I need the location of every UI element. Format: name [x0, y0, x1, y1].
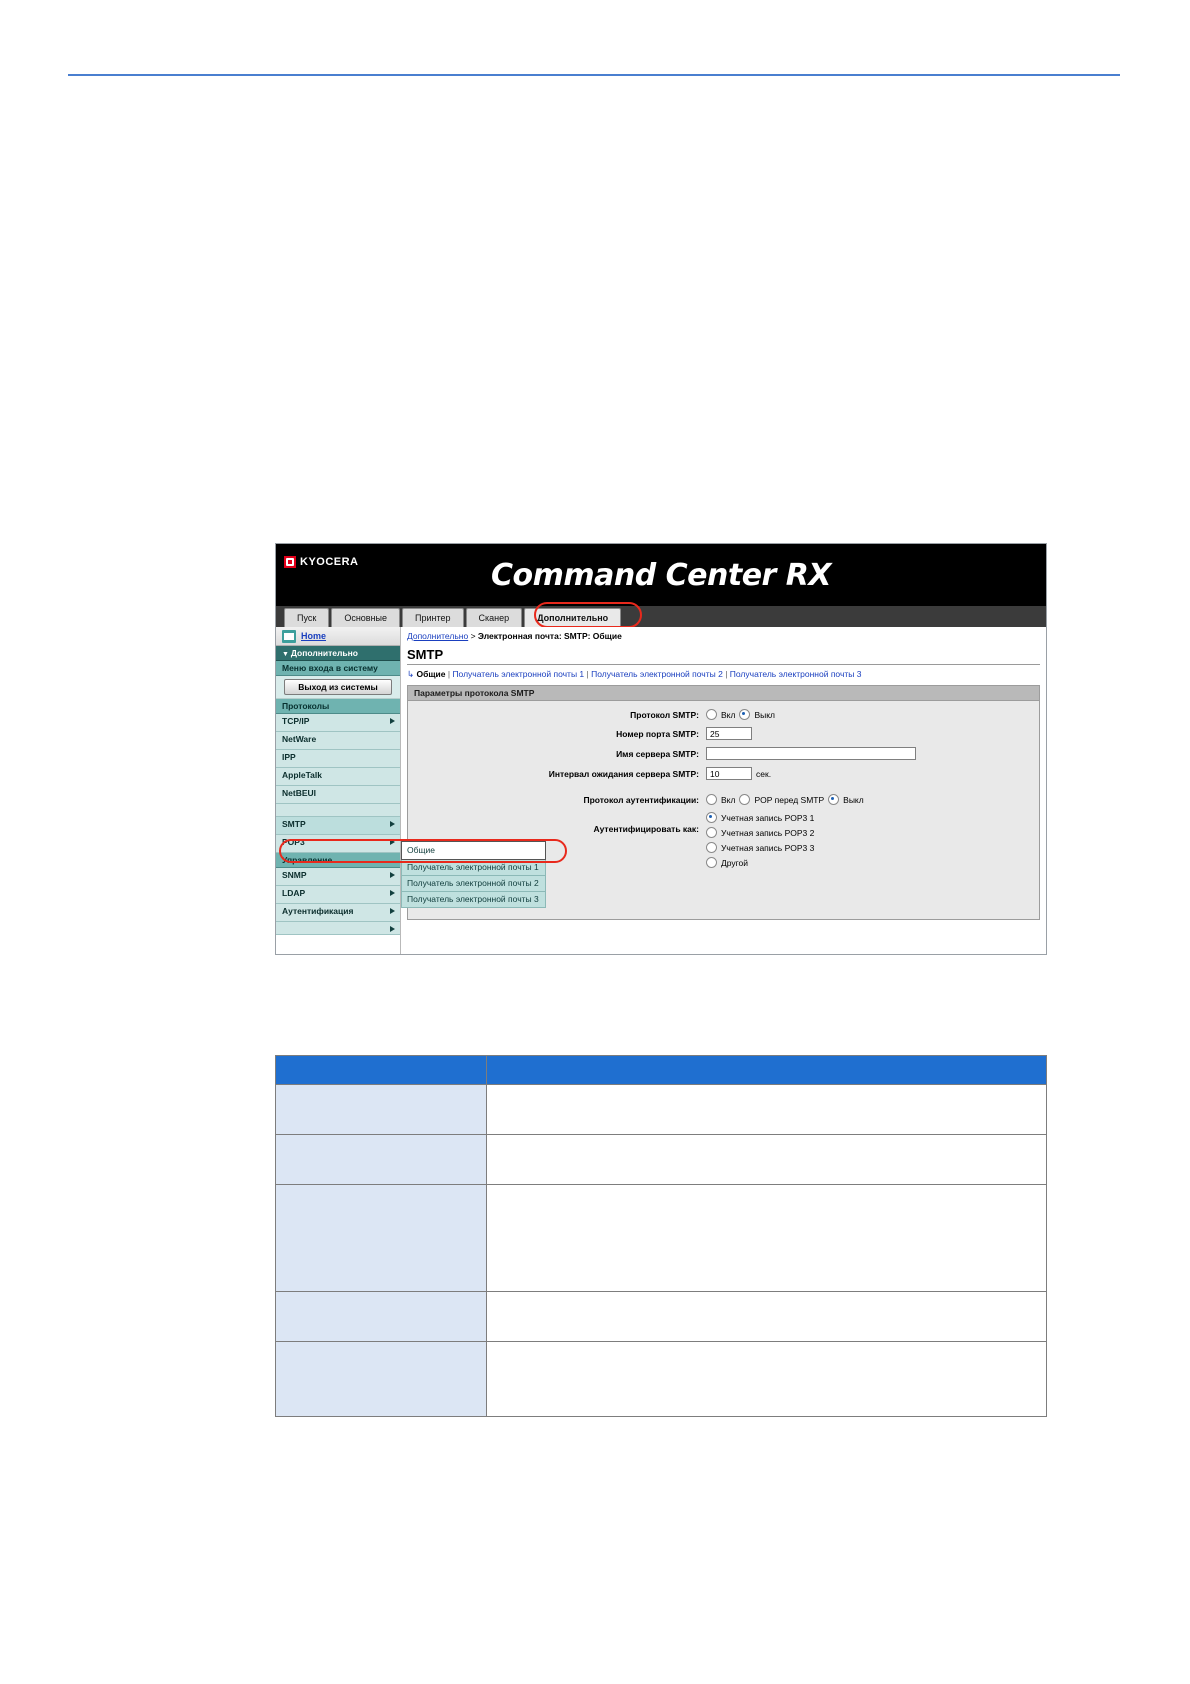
submenu-item-general[interactable]: Общие — [401, 841, 546, 860]
radio-auth-on[interactable] — [706, 794, 717, 805]
field-row-timeout — [414, 767, 1033, 780]
subnav-link-recipient-2[interactable]: Получатель электронной почты 2 — [591, 669, 723, 679]
app-body — [276, 627, 1046, 955]
label-authenticate-as: Аутентифицировать как: — [593, 824, 699, 834]
table-header-row — [276, 1056, 1047, 1085]
radio-pop3-account-3-label: Учетная запись POP3 3 — [721, 842, 815, 853]
table-cell-desc — [487, 1342, 1047, 1417]
sidebar-item-label: TCP/IP — [282, 716, 310, 726]
sidebar-item-snmp[interactable] — [276, 868, 400, 886]
radio-auth-pop-before-smtp[interactable] — [739, 794, 750, 805]
field-row-server — [414, 747, 1033, 760]
table-row — [276, 1185, 1047, 1292]
radio-pop3-account-1[interactable] — [706, 812, 717, 823]
radio-pop3-account-1-label: Учетная запись POP3 1 — [721, 812, 815, 823]
radio-protocol-off[interactable] — [739, 709, 750, 720]
subnav-current: Общие — [416, 669, 446, 679]
sidebar-item-pop3[interactable] — [276, 835, 400, 853]
sidebar-home[interactable] — [276, 627, 400, 646]
tab-scanner[interactable]: Сканер — [466, 608, 523, 627]
chevron-right-icon — [390, 908, 395, 914]
sidebar-item-label: Аутентификация — [282, 906, 354, 916]
sidebar-item-label: SMTP — [282, 819, 306, 829]
sidebar-item-label: SNMP — [282, 870, 307, 880]
table-cell-name — [276, 1085, 487, 1135]
sidebar-item-appletalk[interactable] — [276, 768, 400, 786]
sidebar-item-label: LDAP — [282, 888, 306, 898]
sidebar-login-menu[interactable]: Меню входа в систему — [276, 661, 400, 676]
chevron-right-icon — [390, 872, 395, 878]
sidebar-item-ipp[interactable] — [276, 750, 400, 768]
chevron-right-icon — [390, 821, 395, 827]
table-row — [276, 1135, 1047, 1185]
subnav-arrow-icon: ↳ — [407, 669, 417, 679]
sidebar-item-authentication[interactable] — [276, 904, 400, 922]
tab-advanced[interactable]: Дополнительно — [524, 608, 621, 627]
radio-protocol-on[interactable] — [706, 709, 717, 720]
radio-pop3-account-2[interactable] — [706, 827, 717, 838]
product-title: Command Center RX — [490, 558, 832, 593]
sidebar-home-label: Home — [301, 631, 327, 641]
input-smtp-timeout[interactable]: 10 — [706, 767, 752, 780]
sidebar-item-label: NetBEUI — [282, 788, 317, 798]
input-smtp-server[interactable] — [706, 747, 916, 760]
radio-auth-pop-label: POP перед SMTP — [754, 794, 825, 805]
panel-title: Параметры протокола SMTP — [407, 685, 1040, 700]
table-header-cell-1 — [276, 1056, 487, 1085]
label-smtp-server: Имя сервера SMTP: — [616, 748, 699, 759]
sidebar-item-partial[interactable] — [276, 804, 400, 817]
table-row — [276, 1342, 1047, 1417]
label-auth-protocol: Протокол аутентификации: — [583, 794, 699, 805]
input-smtp-port[interactable]: 25 — [706, 727, 752, 740]
table-cell-desc — [487, 1185, 1047, 1292]
sidebar-item-smtp[interactable] — [276, 817, 400, 835]
table-cell-name — [276, 1342, 487, 1417]
tab-printer[interactable]: Принтер — [402, 608, 464, 627]
radio-auth-on-label: Вкл — [721, 794, 736, 805]
radio-protocol-off-label: Выкл — [754, 709, 776, 720]
submenu-item-recipient-2[interactable]: Получатель электронной почты 2 — [401, 876, 546, 892]
label-smtp-port: Номер порта SMTP: — [616, 728, 699, 739]
table-cell-desc — [487, 1085, 1047, 1135]
table-row — [276, 1085, 1047, 1135]
sidebar-item-label: NetWare — [282, 734, 317, 744]
radio-protocol-on-label: Вкл — [721, 709, 736, 720]
breadcrumb — [407, 631, 1040, 641]
tab-basic[interactable]: Основные — [331, 608, 400, 627]
submenu-item-recipient-1[interactable]: Получатель электронной почты 1 — [401, 860, 546, 876]
table-cell-desc — [487, 1292, 1047, 1342]
radio-row-other — [706, 857, 1033, 868]
sidebar-item-tcpip[interactable] — [276, 714, 400, 732]
sidebar-item-partial-2[interactable] — [276, 922, 400, 935]
table-row — [276, 1292, 1047, 1342]
subnav-sep-2: | — [586, 669, 592, 679]
smtp-submenu — [401, 841, 546, 908]
main-tabs — [276, 606, 1046, 627]
command-center-screenshot — [275, 543, 1047, 955]
settings-description-table — [275, 1055, 1047, 1417]
radio-other-account[interactable] — [706, 857, 717, 868]
table-cell-name — [276, 1292, 487, 1342]
field-row-port — [414, 727, 1033, 740]
chevron-right-icon — [390, 718, 395, 724]
subnav-sep-3: | — [725, 669, 730, 679]
radio-other-account-label: Другой — [721, 857, 749, 868]
sidebar-item-ldap[interactable] — [276, 886, 400, 904]
radio-auth-off-label: Выкл — [843, 794, 864, 805]
app-header — [276, 544, 1046, 606]
chevron-right-icon — [390, 890, 395, 896]
table-header-cell-2 — [487, 1056, 1047, 1085]
label-smtp-protocol: Протокол SMTP: — [630, 709, 699, 720]
chevron-right-icon — [390, 926, 395, 932]
brand-name: KYOCERA — [300, 556, 359, 568]
breadcrumb-current: Электронная почта: SMTP: Общие — [477, 631, 622, 641]
radio-row-pop3-3 — [706, 842, 1033, 853]
radio-auth-off[interactable] — [828, 794, 839, 805]
field-row-auth-protocol — [414, 794, 1033, 805]
subnav-sep-1: | — [447, 669, 453, 679]
sidebar-item-label: IPP — [282, 752, 296, 762]
radio-row-pop3-1 — [706, 812, 1033, 823]
logout-button[interactable]: Выход из системы — [284, 679, 392, 695]
sidebar-section-advanced[interactable]: ▼ Дополнительно — [276, 646, 400, 661]
sub-navigation — [407, 669, 1040, 680]
sidebar-protocols-header: Протоколы — [276, 699, 400, 714]
sidebar — [276, 627, 401, 955]
field-row-protocol — [414, 709, 1033, 720]
radio-row-pop3-2 — [706, 827, 1033, 838]
label-smtp-timeout: Интервал ожидания сервера SMTP: — [548, 768, 699, 779]
table-cell-desc — [487, 1135, 1047, 1185]
sidebar-item-label: AppleTalk — [282, 770, 322, 780]
page-title: SMTP — [407, 647, 1040, 665]
sidebar-item-label: POP3 — [282, 837, 305, 847]
page-top-rule — [68, 74, 1120, 76]
sidebar-item-netware[interactable] — [276, 732, 400, 750]
radio-pop3-account-3[interactable] — [706, 842, 717, 853]
logout-wrap — [276, 676, 400, 699]
breadcrumb-link-advanced[interactable]: Дополнительно — [407, 631, 469, 641]
radio-pop3-account-2-label: Учетная запись POP3 2 — [721, 827, 815, 838]
subnav-link-recipient-1[interactable]: Получатель электронной почты 1 — [452, 669, 585, 679]
chevron-right-icon — [390, 839, 395, 845]
sidebar-management-header: Управление — [276, 853, 400, 868]
submenu-item-recipient-3[interactable]: Получатель электронной почты 3 — [401, 892, 546, 908]
table-cell-name — [276, 1185, 487, 1292]
breadcrumb-separator: > — [470, 631, 476, 641]
subnav-link-recipient-3[interactable]: Получатель электронной почты 3 — [729, 669, 862, 679]
sidebar-item-netbeui[interactable] — [276, 786, 400, 804]
home-icon — [282, 630, 296, 643]
timeout-unit-label: сек. — [756, 768, 772, 779]
table-cell-name — [276, 1135, 487, 1185]
tab-start[interactable]: Пуск — [284, 608, 329, 627]
